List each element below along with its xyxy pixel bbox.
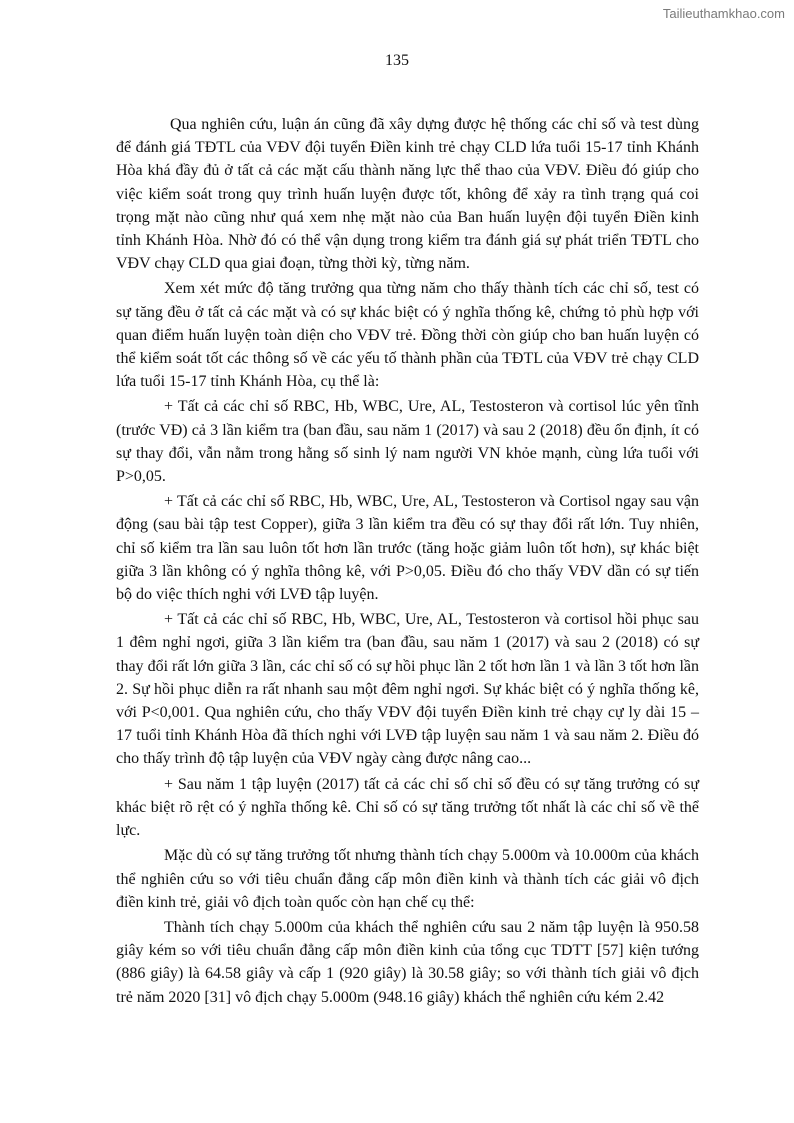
- document-body: [116, 113, 699, 1011]
- page-number: 135: [385, 52, 409, 69]
- paragraph-5000m-results: Thành tích chạy 5.000m của khách thể nghiên cứu sau 2 năm tập luyện là 950.58 giây kém so với tiêu chuẩn đẳng cấp môn điền kinh của tổng cục TDTT [57] kiện tướng (886 giây) là 64.58 giây và cấp 1 (920 giây) là 30.58 giây; so với thành tích giải vô địch trẻ năm 2020 [31] vô địch chạy 5.000m (948.16 giây) khách thể nghiên cứu kém 2.42: [116, 918, 699, 1006]
- paragraph-research-summary: Qua nghiên cứu, luận án cũng đã xây dựng được hệ thống các chỉ số và test dùng để đánh giá TĐTL của VĐV đội tuyển Điền kinh trẻ chạy CLD lứa tuổi 15-17 tỉnh Khánh Hòa khá đầy đủ ở tất cả các mặt cấu thành năng lực thể thao của VĐV. Điều đó giúp cho việc kiểm soát trong quy trình huấn luyện được tốt, không để xảy ra tình trạng quá coi trọng mặt nào cũng như quá xem nhẹ mặt nào của Ban huấn luyện đội tuyển Điền kinh tỉnh Khánh Hòa. Nhờ đó có thể vận dụng trong kiểm tra đánh giá sự phát triển TĐTL cho VĐV chạy CLD qua giai đoạn, từng thời kỳ, từng năm.: [116, 116, 699, 273]
- paragraph-resting-indices: + Tất cả các chỉ số RBC, Hb, WBC, Ure, AL, Testosteron và cortisol lúc yên tĩnh (trước VĐ) cả 3 lần kiểm tra (ban đầu, sau năm 1 (2017) và sau 2 (2018) đều ổn định, ít có sự thay đổi, vẫn nằm trong hằng số sinh lý nam người VN khỏe mạnh, cùng lứa tuổi với P>0,05.: [116, 398, 699, 486]
- paragraph-year-one-growth: + Sau năm 1 tập luyện (2017) tất cả các chỉ số chỉ số đều có sự tăng trưởng có sự khác biệt rõ rệt có ý nghĩa thống kê. Chỉ số có sự tăng trưởng tốt nhất là các chỉ số về thể lực.: [116, 775, 699, 840]
- paragraph-performance-limits: Mặc dù có sự tăng trưởng tốt nhưng thành tích chạy 5.000m và 10.000m của khách thể nghiên cứu so với tiêu chuẩn đẳng cấp môn điền kinh và thành tích các giải vô địch điền kinh trẻ, giải vô địch toàn quốc còn hạn chế cụ thể:: [116, 847, 699, 911]
- paragraph-post-exercise-indices: + Tất cả các chỉ số RBC, Hb, WBC, Ure, AL, Testosteron và Cortisol ngay sau vận động (sau bài tập test Copper), giữa 3 lần kiểm tra đều có sự thay đổi rất lớn. Tuy nhiên, chỉ số kiểm tra lần sau luôn tốt hơn lần trước (tăng hoặc giảm luôn tốt hơn), sự khác biệt giữa 3 lần không có ý nghĩa thông kê, với P>0,05. Điều đó cho thấy VĐV dần có sự tiến bộ do việc thích nghi với LVĐ tập luyện.: [116, 493, 699, 604]
- watermark: Tailieuthamkhao.com: [662, 6, 785, 21]
- paragraph-growth-overview: Xem xét mức độ tăng trưởng qua từng năm cho thấy thành tích các chỉ số, test có sự tăng đều ở tất cả các mặt và có sự khác biệt có ý nghĩa thống kê, chứng tỏ phù hợp với quan điểm huấn luyện toàn diện cho VĐV trẻ. Đồng thời còn giúp cho ban huấn luyện có thể kiểm soát tốt các thông số về các yếu tố thành phần của TĐTL của VĐV trẻ chạy CLD lứa tuổi 15-17 tỉnh Khánh Hòa, cụ thể là:: [116, 280, 699, 391]
- paragraph-recovery-indices: + Tất cả các chỉ số RBC, Hb, WBC, Ure, AL, Testosteron và cortisol hồi phục sau 1 đêm nghỉ ngơi, giữa 3 lần kiểm tra (ban đầu, sau năm 1 (2017) và sau 2 (2018) có sự thay đổi rất lớn giữa 3 lần, các chỉ số có sự hồi phục lần 2 tốt hơn lần 1 và lần 3 tốt hơn lần 2. Sự hồi phục diễn ra rất nhanh sau một đêm nghỉ ngơi. Sự khác biệt có ý nghĩa thống kê, với P<0,001. Qua nghiên cứu, cho thấy VĐV đội tuyển Điền kinh trẻ chạy cự ly dài 15 – 17 tuổi tỉnh Khánh Hòa đã thích nghi với LVĐ tập luyện sau năm 1 và sau năm 2. Điều đó cho thấy trình độ tập luyện của VĐV ngày càng được nâng cao...: [116, 611, 699, 768]
